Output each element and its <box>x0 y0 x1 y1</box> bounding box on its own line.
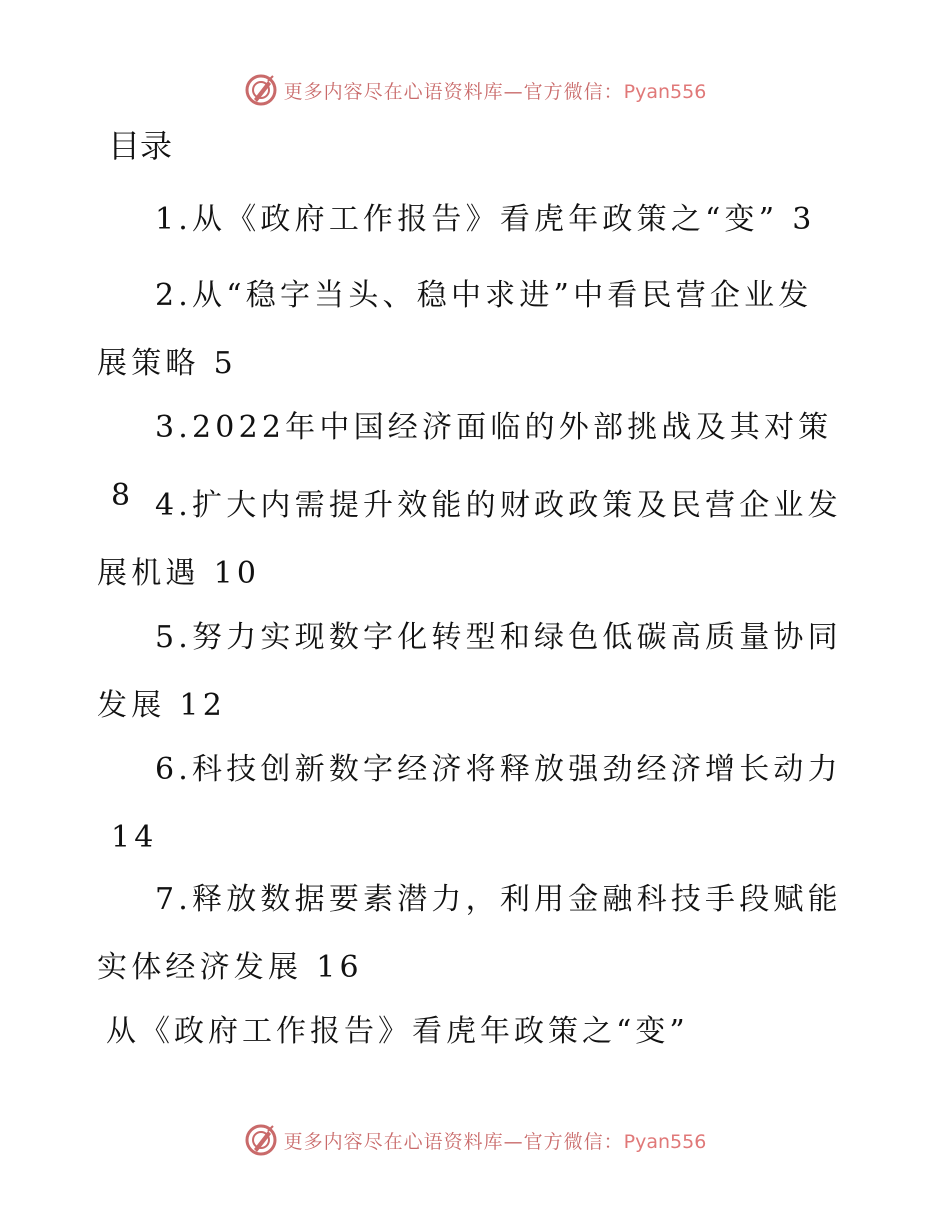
toc-entry-label: 6.科技创新数字经济将释放强劲经济增长动力 <box>155 752 842 787</box>
toc-entry-label: 2.从“稳字当头、稳中求进”中看民营企业发展策略 <box>97 278 813 381</box>
toc-entry-page: 16 <box>316 950 363 985</box>
toc-entry-page: 14 <box>111 820 158 855</box>
watermark-wechat-id: Pyan556 <box>623 80 707 103</box>
watermark-banner-top <box>0 70 950 110</box>
toc-entry-label: 7.释放数据要素潜力，利用金融科技手段赋能实体经济发展 <box>97 882 842 985</box>
toc-entry-label: 5.努力实现数字化转型和绿色低碳高质量协同发展 <box>97 620 842 723</box>
pen-logo-icon <box>244 1123 278 1157</box>
toc-entry-5[interactable] <box>97 604 842 740</box>
toc-entry-1[interactable] <box>97 186 842 254</box>
watermark-text: 更多内容尽在心语资料库—官方微信：Pyan556 <box>283 80 707 103</box>
toc-entry-6[interactable] <box>97 736 842 872</box>
toc-entry-2[interactable] <box>97 262 842 398</box>
toc-entry-label: 4.扩大内需提升效能的财政政策及民营企业发展机遇 <box>97 488 842 591</box>
toc-entry-4[interactable] <box>97 472 842 608</box>
toc-title: 目录 <box>108 127 173 165</box>
toc-entry-page: 12 <box>179 688 226 723</box>
toc-entry-page: 3 <box>792 202 816 237</box>
watermark-wechat-id: Pyan556 <box>623 1130 707 1153</box>
toc-entry-label: 3.2022年中国经济面临的外部挑战及其对策 <box>155 410 833 445</box>
toc-entry-label: 1.从《政府工作报告》看虎年政策之“变” <box>155 202 779 237</box>
toc-entry-page: 5 <box>213 346 237 381</box>
section-heading: 从《政府工作报告》看虎年政策之“变” <box>106 1014 689 1049</box>
watermark-text: 更多内容尽在心语资料库—官方微信：Pyan556 <box>283 1130 707 1153</box>
toc-entry-7[interactable] <box>97 866 842 1002</box>
pen-logo-icon <box>244 73 278 107</box>
toc-entry-page: 8 <box>111 478 135 513</box>
watermark-banner-bottom <box>0 1120 950 1160</box>
toc-entry-page: 10 <box>213 556 261 591</box>
